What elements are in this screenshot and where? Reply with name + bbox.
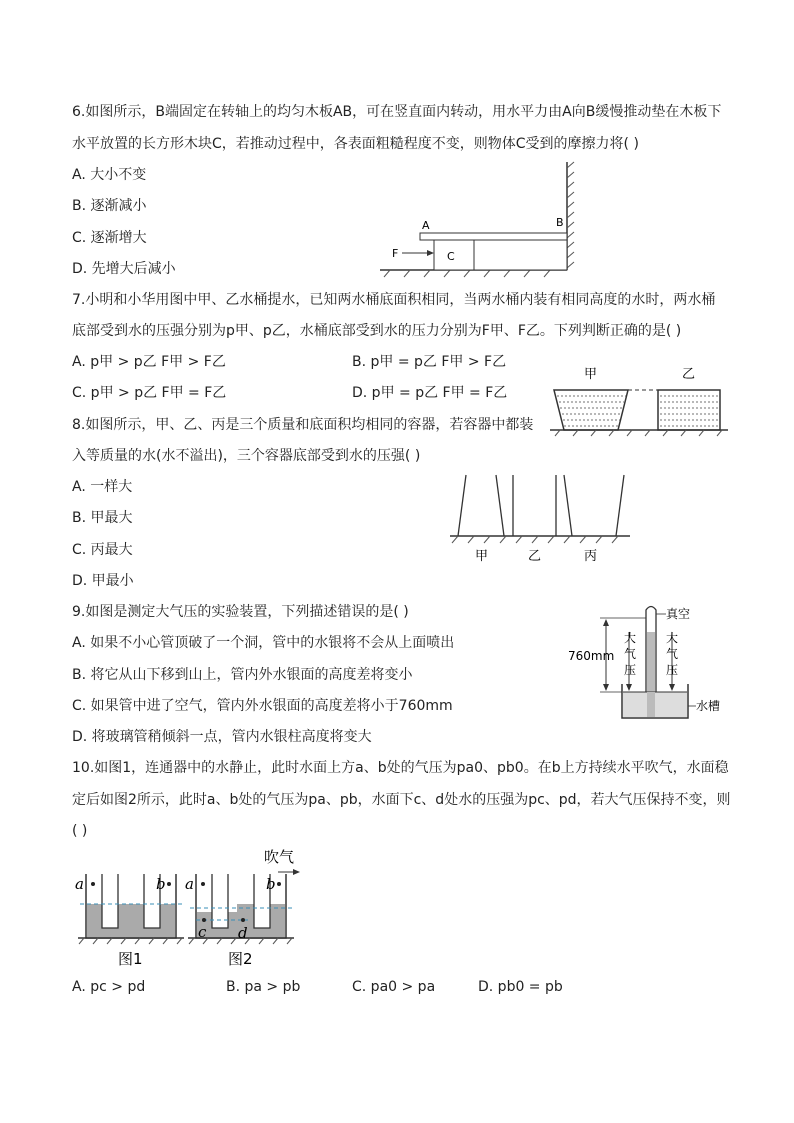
q8-label-yi: 乙 [528, 549, 542, 564]
q9-atm-right-2: 气 [666, 647, 679, 661]
q8-option-b: B. 甲最大 [72, 510, 133, 526]
q10-fig2-b: b [266, 875, 276, 893]
q6-figure [380, 160, 580, 278]
q7-option-d: D. p甲 = p乙 F甲 = F乙 [352, 385, 508, 401]
q10-text-line3: ( ) [72, 823, 88, 839]
q6-label-b: B [556, 216, 564, 229]
q9-trough-label: 水槽 [696, 699, 721, 713]
q7-option-b: B. p甲 = p乙 F甲 > F乙 [352, 354, 507, 370]
q7-text-line2: 底部受到水的压强分别为p甲、p乙，水桶底部受到水的压力分别为F甲、F乙。下列判断正确的是( ) [72, 323, 682, 339]
q9-vacuum-label: 真空 [666, 607, 691, 621]
q10-fig1 [75, 874, 184, 968]
q6-text-line2: 水平放置的长方形木块C，若推动过程中，各表面粗糙程度不变，则物体C受到的摩擦力将( ) [72, 136, 639, 152]
q10-text-line1: 10.如图1，连通器中的水静止，此时水面上方a、b处的气压为pa0、pb0。在b上方持续水平吹气，水面稳 [72, 760, 729, 776]
q10-fig2-a: a [185, 875, 194, 893]
q8-text-line1: 8.如图所示，甲、乙、丙是三个质量和底面积均相同的容器，若容器中都装 [72, 417, 534, 433]
q10-fig1-b: b [156, 875, 166, 893]
q8-option-d: D. 甲最小 [72, 573, 134, 589]
q6-option-c: C. 逐渐增大 [72, 230, 147, 246]
q9-text-line1: 9.如图是测定大气压的实验装置，下列描述错误的是( ) [72, 604, 409, 620]
q10-fig1-a: a [75, 875, 84, 893]
q10-blow-label: 吹气 [264, 848, 295, 866]
q6-label-f: F [392, 247, 399, 260]
q7-label-jia: 甲 [584, 367, 598, 382]
q10-fig2-c: c [198, 923, 207, 941]
q10-fig2 [185, 848, 300, 968]
q9-option-b: B. 将它从山下移到山上，管内外水银面的高度差将变小 [72, 667, 413, 683]
q9-option-c: C. 如果管中进了空气，管内外水银面的高度差将小于760mm [72, 698, 453, 714]
q9-atm-left-2: 气 [624, 647, 637, 661]
q10-text-line2: 定后如图2所示，此时a、b处的气压为pa、pb，水面下c、d处水的压强为pc、pd，若大气压保持不变，则 [72, 792, 731, 808]
q10-fig2-caption: 图2 [228, 950, 253, 968]
q9-height-label: 760mm [568, 649, 615, 663]
q10-option-b: B. pa > pb [226, 979, 301, 995]
q9-atm-right-1: 大 [666, 631, 679, 645]
q9-atm-right-3: 压 [666, 663, 679, 677]
q10-fig1-caption: 图1 [118, 950, 143, 968]
q6-label-a: A [422, 219, 430, 232]
q10-option-d: D. pb0 = pb [478, 979, 563, 995]
q7-label-yi: 乙 [682, 367, 696, 382]
q7-option-a: A. p甲 > p乙 F甲 > F乙 [72, 354, 226, 370]
q10-option-a: A. pc > pd [72, 979, 146, 995]
q6-option-a: A. 大小不变 [72, 167, 147, 183]
q9-option-a: A. 如果不小心管顶破了一个洞，管中的水银将不会从上面喷出 [72, 635, 455, 651]
q6-text-line1: 6.如图所示，B端固定在转轴上的均匀木板AB，可在竖直面内转动，用水平力由A向B缓慢推动垫在木板下 [72, 104, 722, 120]
q10-fig2-d: d [238, 924, 248, 942]
q8-label-bing: 丙 [584, 549, 598, 564]
q8-figure [446, 470, 636, 566]
q8-option-c: C. 丙最大 [72, 542, 133, 558]
q7-option-c: C. p甲 > p乙 F甲 = F乙 [72, 385, 227, 401]
q9-figure [566, 602, 726, 724]
q7-text-line1: 7.小明和小华用图中甲、乙水桶提水，已知两水桶底面积相同，当两水桶内装有相同高度的水时，两水桶 [72, 292, 716, 308]
q9-option-d: D. 将玻璃管稍倾斜一点，管内水银柱高度将变大 [72, 729, 372, 745]
q8-option-a: A. 一样大 [72, 479, 133, 495]
q8-label-jia: 甲 [475, 549, 489, 564]
q6-option-d: D. 先增大后减小 [72, 261, 176, 277]
q6-option-b: B. 逐渐减小 [72, 198, 147, 214]
q7-figure [548, 362, 730, 438]
q10-option-c: C. pa0 > pa [352, 979, 436, 995]
q9-atm-left-1: 大 [624, 631, 637, 645]
q6-label-c: C [447, 250, 455, 263]
q10-figure [72, 842, 312, 970]
q9-atm-left-3: 压 [624, 663, 637, 677]
q8-text-line2: 入等质量的水(水不溢出)，三个容器底部受到水的压强( ) [72, 448, 421, 464]
